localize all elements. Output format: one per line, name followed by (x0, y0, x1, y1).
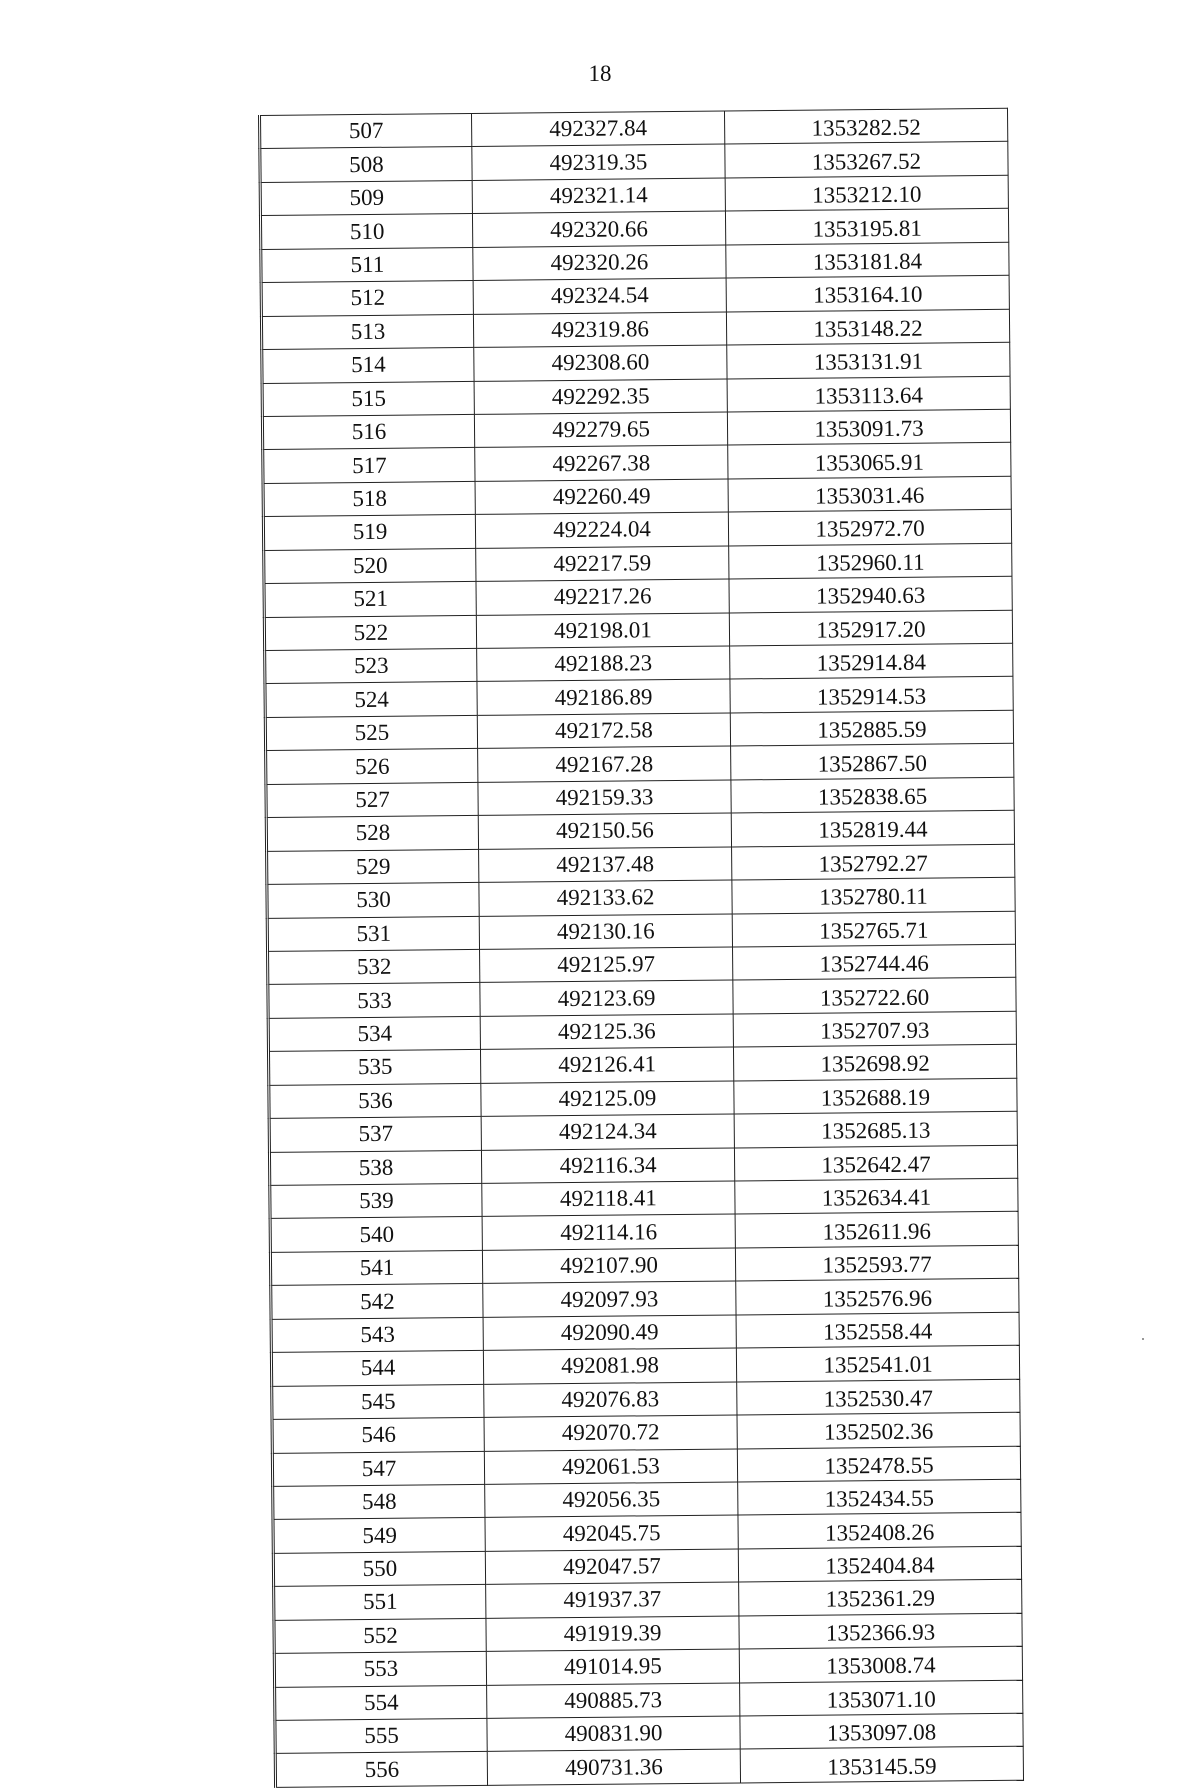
y-coordinate-cell: 1352593.77 (735, 1245, 1018, 1281)
point-number-cell: 513 (261, 314, 473, 349)
scan-speck (1142, 1338, 1144, 1340)
y-coordinate-cell: 1353148.22 (726, 309, 1009, 345)
x-coordinate-cell: 492217.59 (476, 546, 729, 582)
point-number-cell: 556 (275, 1752, 487, 1787)
x-coordinate-cell: 492118.41 (482, 1181, 735, 1217)
x-coordinate-cell: 492090.49 (483, 1315, 736, 1351)
point-number-cell: 524 (265, 682, 477, 717)
x-coordinate-cell: 492097.93 (483, 1281, 736, 1317)
point-number-cell: 507 (260, 113, 472, 148)
y-coordinate-cell: 1352744.46 (733, 944, 1016, 980)
y-coordinate-cell: 1353071.10 (740, 1680, 1023, 1716)
y-coordinate-cell: 1353267.52 (725, 142, 1008, 178)
y-coordinate-cell: 1352688.19 (734, 1078, 1017, 1114)
y-coordinate-cell: 1353113.64 (727, 376, 1010, 412)
point-number-cell: 533 (268, 983, 480, 1018)
x-coordinate-cell: 490831.90 (487, 1716, 740, 1752)
coordinates-table-body (260, 108, 1024, 1787)
x-coordinate-cell: 492224.04 (475, 512, 728, 548)
y-coordinate-cell: 1352917.20 (729, 610, 1012, 646)
y-coordinate-cell: 1353195.81 (725, 209, 1008, 245)
point-number-cell: 552 (274, 1618, 486, 1653)
x-coordinate-cell: 492056.35 (485, 1482, 738, 1518)
x-coordinate-cell: 492172.58 (477, 713, 730, 749)
point-number-cell: 531 (267, 916, 479, 951)
point-number-cell: 529 (267, 849, 479, 884)
point-number-cell: 541 (270, 1250, 482, 1285)
y-coordinate-cell: 1353145.59 (740, 1747, 1023, 1783)
coordinates-table (258, 108, 1024, 1788)
x-coordinate-cell: 492047.57 (485, 1549, 738, 1585)
y-coordinate-cell: 1352940.63 (729, 576, 1012, 612)
x-coordinate-cell: 492076.83 (484, 1382, 737, 1418)
y-coordinate-cell: 1352698.92 (733, 1045, 1016, 1081)
x-coordinate-cell: 492320.26 (473, 245, 726, 281)
y-coordinate-cell: 1353008.74 (739, 1646, 1022, 1682)
point-number-cell: 508 (260, 147, 472, 182)
x-coordinate-cell: 492308.60 (474, 345, 727, 381)
x-coordinate-cell: 492327.84 (471, 111, 724, 147)
point-number-cell: 517 (263, 448, 475, 483)
y-coordinate-cell: 1352914.84 (730, 643, 1013, 679)
y-coordinate-cell: 1352885.59 (730, 710, 1013, 746)
y-coordinate-cell: 1352838.65 (731, 777, 1014, 813)
point-number-cell: 547 (272, 1451, 484, 1486)
y-coordinate-cell: 1353065.91 (728, 443, 1011, 479)
y-coordinate-cell: 1352478.55 (737, 1446, 1020, 1482)
point-number-cell: 522 (264, 615, 476, 650)
y-coordinate-cell: 1353091.73 (727, 409, 1010, 445)
x-coordinate-cell: 492116.34 (481, 1148, 734, 1184)
x-coordinate-cell: 492081.98 (483, 1348, 736, 1384)
x-coordinate-cell: 492133.62 (479, 880, 732, 916)
y-coordinate-cell: 1352611.96 (735, 1212, 1018, 1248)
x-coordinate-cell: 491919.39 (486, 1616, 739, 1652)
x-coordinate-cell: 492279.65 (474, 412, 727, 448)
y-coordinate-cell: 1352502.36 (737, 1412, 1020, 1448)
y-coordinate-cell: 1353097.08 (740, 1713, 1023, 1749)
y-coordinate-cell: 1352408.26 (738, 1513, 1021, 1549)
x-coordinate-cell: 492125.97 (480, 947, 733, 983)
point-number-cell: 523 (265, 648, 477, 683)
x-coordinate-cell: 492186.89 (477, 679, 730, 715)
x-coordinate-cell: 492320.66 (472, 211, 725, 247)
x-coordinate-cell: 492260.49 (475, 479, 728, 515)
y-coordinate-cell: 1352914.53 (730, 677, 1013, 713)
point-number-cell: 542 (271, 1284, 483, 1319)
y-coordinate-cell: 1352707.93 (733, 1011, 1016, 1047)
x-coordinate-cell: 492150.56 (478, 813, 731, 849)
x-coordinate-cell: 492159.33 (478, 780, 731, 816)
point-number-cell: 548 (273, 1484, 485, 1519)
y-coordinate-cell: 1353212.10 (725, 175, 1008, 211)
point-number-cell: 540 (270, 1217, 482, 1252)
x-coordinate-cell: 492124.34 (481, 1114, 734, 1150)
x-coordinate-cell: 492125.36 (480, 1014, 733, 1050)
point-number-cell: 545 (272, 1384, 484, 1419)
x-coordinate-cell: 491014.95 (486, 1649, 739, 1685)
x-coordinate-cell: 492070.72 (484, 1415, 737, 1451)
x-coordinate-cell: 492130.16 (479, 913, 732, 949)
y-coordinate-cell: 1352530.47 (737, 1379, 1020, 1415)
point-number-cell: 528 (266, 816, 478, 851)
x-coordinate-cell: 492267.38 (475, 445, 728, 481)
x-coordinate-cell: 490731.36 (487, 1749, 740, 1785)
point-number-cell: 546 (272, 1417, 484, 1452)
point-number-cell: 549 (273, 1518, 485, 1553)
x-coordinate-cell: 492217.26 (476, 579, 729, 615)
x-coordinate-cell: 492045.75 (485, 1515, 738, 1551)
point-number-cell: 525 (265, 715, 477, 750)
x-coordinate-cell: 492321.14 (472, 178, 725, 214)
y-coordinate-cell: 1352366.93 (739, 1613, 1022, 1649)
point-number-cell: 518 (263, 481, 475, 516)
point-number-cell: 516 (262, 414, 474, 449)
point-number-cell: 536 (269, 1083, 481, 1118)
x-coordinate-cell: 492123.69 (480, 980, 733, 1016)
x-coordinate-cell: 492319.35 (472, 144, 725, 180)
y-coordinate-cell: 1353031.46 (728, 476, 1011, 512)
point-number-cell: 527 (266, 782, 478, 817)
x-coordinate-cell: 491937.37 (486, 1582, 739, 1618)
y-coordinate-cell: 1352642.47 (734, 1145, 1017, 1181)
point-number-cell: 538 (269, 1150, 481, 1185)
y-coordinate-cell: 1352685.13 (734, 1111, 1017, 1147)
y-coordinate-cell: 1353131.91 (727, 342, 1010, 378)
point-number-cell: 530 (267, 882, 479, 917)
y-coordinate-cell: 1352558.44 (736, 1312, 1019, 1348)
y-coordinate-cell: 1352434.55 (738, 1479, 1021, 1515)
point-number-cell: 514 (262, 348, 474, 383)
y-coordinate-cell: 1353181.84 (726, 242, 1009, 278)
y-coordinate-cell: 1352404.84 (738, 1546, 1021, 1582)
y-coordinate-cell: 1352576.96 (736, 1279, 1019, 1315)
x-coordinate-cell: 492188.23 (477, 646, 730, 682)
point-number-cell: 537 (269, 1117, 481, 1152)
point-number-cell: 515 (262, 381, 474, 416)
x-coordinate-cell: 492107.90 (482, 1248, 735, 1284)
x-coordinate-cell: 492061.53 (484, 1448, 737, 1484)
point-number-cell: 534 (268, 1016, 480, 1051)
point-number-cell: 521 (264, 582, 476, 617)
y-coordinate-cell: 1352819.44 (731, 810, 1014, 846)
point-number-cell: 511 (261, 247, 473, 282)
x-coordinate-cell: 492292.35 (474, 379, 727, 415)
point-number-cell: 509 (260, 180, 472, 215)
x-coordinate-cell: 490885.73 (487, 1683, 740, 1719)
y-coordinate-cell: 1352541.01 (736, 1345, 1019, 1381)
y-coordinate-cell: 1352361.29 (739, 1579, 1022, 1615)
page-number: 18 (588, 61, 612, 86)
point-number-cell: 510 (260, 214, 472, 249)
y-coordinate-cell: 1352960.11 (729, 543, 1012, 579)
point-number-cell: 554 (275, 1685, 487, 1720)
coordinates-table-wrapper (258, 108, 1018, 1788)
x-coordinate-cell: 492137.48 (479, 847, 732, 883)
x-coordinate-cell: 492114.16 (482, 1214, 735, 1250)
y-coordinate-cell: 1352722.60 (733, 978, 1016, 1014)
y-coordinate-cell: 1353282.52 (724, 108, 1007, 144)
point-number-cell: 551 (274, 1585, 486, 1620)
point-number-cell: 519 (263, 515, 475, 550)
point-number-cell: 512 (261, 281, 473, 316)
y-coordinate-cell: 1352972.70 (728, 510, 1011, 546)
x-coordinate-cell: 492198.01 (476, 613, 729, 649)
y-coordinate-cell: 1352634.41 (735, 1178, 1018, 1214)
point-number-cell: 543 (271, 1317, 483, 1352)
point-number-cell: 526 (266, 749, 478, 784)
point-number-cell: 532 (268, 949, 480, 984)
point-number-cell: 550 (273, 1551, 485, 1586)
table-row (275, 1747, 1023, 1788)
x-coordinate-cell: 492167.28 (478, 746, 731, 782)
y-coordinate-cell: 1352780.11 (732, 877, 1015, 913)
y-coordinate-cell: 1352792.27 (732, 844, 1015, 880)
x-coordinate-cell: 492126.41 (480, 1047, 733, 1083)
point-number-cell: 553 (274, 1652, 486, 1687)
y-coordinate-cell: 1352867.50 (731, 744, 1014, 780)
point-number-cell: 520 (264, 548, 476, 583)
y-coordinate-cell: 1353164.10 (726, 275, 1009, 311)
y-coordinate-cell: 1352765.71 (732, 911, 1015, 947)
x-coordinate-cell: 492324.54 (473, 278, 726, 314)
point-number-cell: 555 (275, 1718, 487, 1753)
point-number-cell: 535 (268, 1050, 480, 1085)
point-number-cell: 539 (270, 1183, 482, 1218)
point-number-cell: 544 (271, 1351, 483, 1386)
x-coordinate-cell: 492125.09 (481, 1081, 734, 1117)
x-coordinate-cell: 492319.86 (473, 312, 726, 348)
